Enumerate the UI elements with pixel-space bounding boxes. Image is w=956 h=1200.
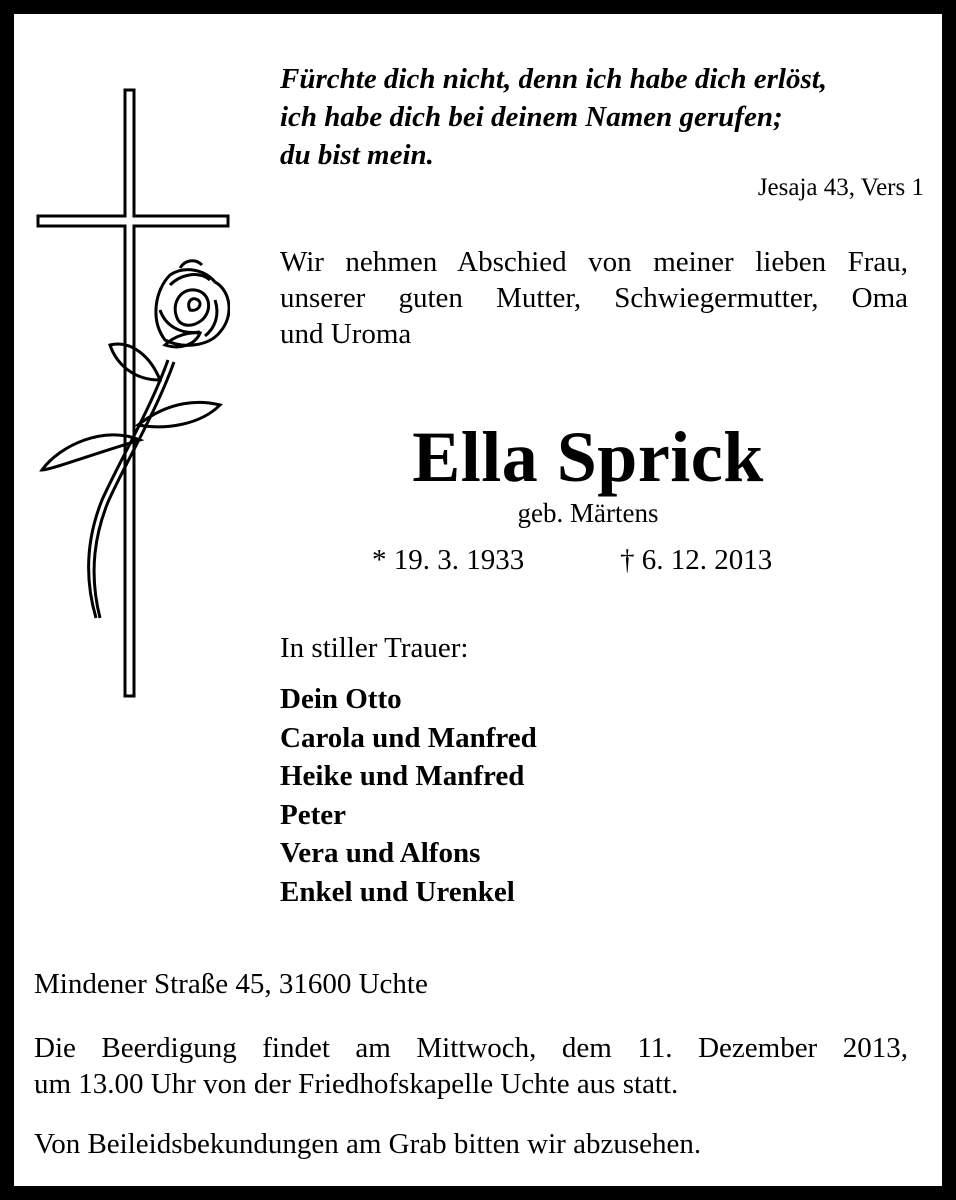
- verse-line: ich habe dich bei deinem Namen gerufen;: [280, 101, 783, 133]
- cross-with-rose-icon: [20, 70, 230, 710]
- mourner-name: Dein Otto: [280, 683, 402, 715]
- mourner-name: Peter: [280, 798, 346, 831]
- mourner-name: Carola und Manfred: [280, 721, 537, 754]
- funeral-line: Die Beerdigung findet am Mittwoch, dem 11. Dezember 2013,: [34, 1032, 908, 1064]
- mourners-list: [280, 680, 537, 911]
- maiden-name: geb. Märtens: [517, 498, 659, 528]
- death-date: † 6. 12. 2013: [620, 544, 773, 576]
- farewell-line: und Uroma: [280, 318, 412, 350]
- farewell-text: [280, 244, 908, 352]
- mourner-name: Vera und Alfons: [280, 837, 481, 869]
- address: Mindener Straße 45, 31600 Uchte: [34, 968, 428, 1000]
- mourner-name: Enkel und Urenkel: [280, 875, 515, 908]
- funeral-info: [34, 1030, 908, 1102]
- bible-verse: [280, 60, 827, 174]
- funeral-line: um 13.00 Uhr von der Friedhofskapelle Uchte aus statt.: [34, 1068, 679, 1100]
- condolence-request: Von Beileidsbekundungen am Grab bitten wir abzusehen.: [34, 1128, 702, 1160]
- farewell-line: Wir nehmen Abschied von meiner lieben Frau,: [280, 246, 908, 278]
- mourning-label: In stiller Trauer:: [280, 632, 469, 664]
- verse-line: Fürchte dich nicht, denn ich habe dich erlöst,: [280, 63, 828, 95]
- deceased-name: Ella Sprick: [412, 417, 764, 497]
- birth-date: * 19. 3. 1933: [372, 544, 525, 576]
- verse-citation: Jesaja 43, Vers 1: [757, 174, 924, 201]
- verse-line: du bist mein.: [280, 139, 434, 171]
- farewell-line: unserer guten Mutter, Schwiegermutter, Oma: [280, 282, 908, 314]
- mourner-name: Heike und Manfred: [280, 760, 525, 792]
